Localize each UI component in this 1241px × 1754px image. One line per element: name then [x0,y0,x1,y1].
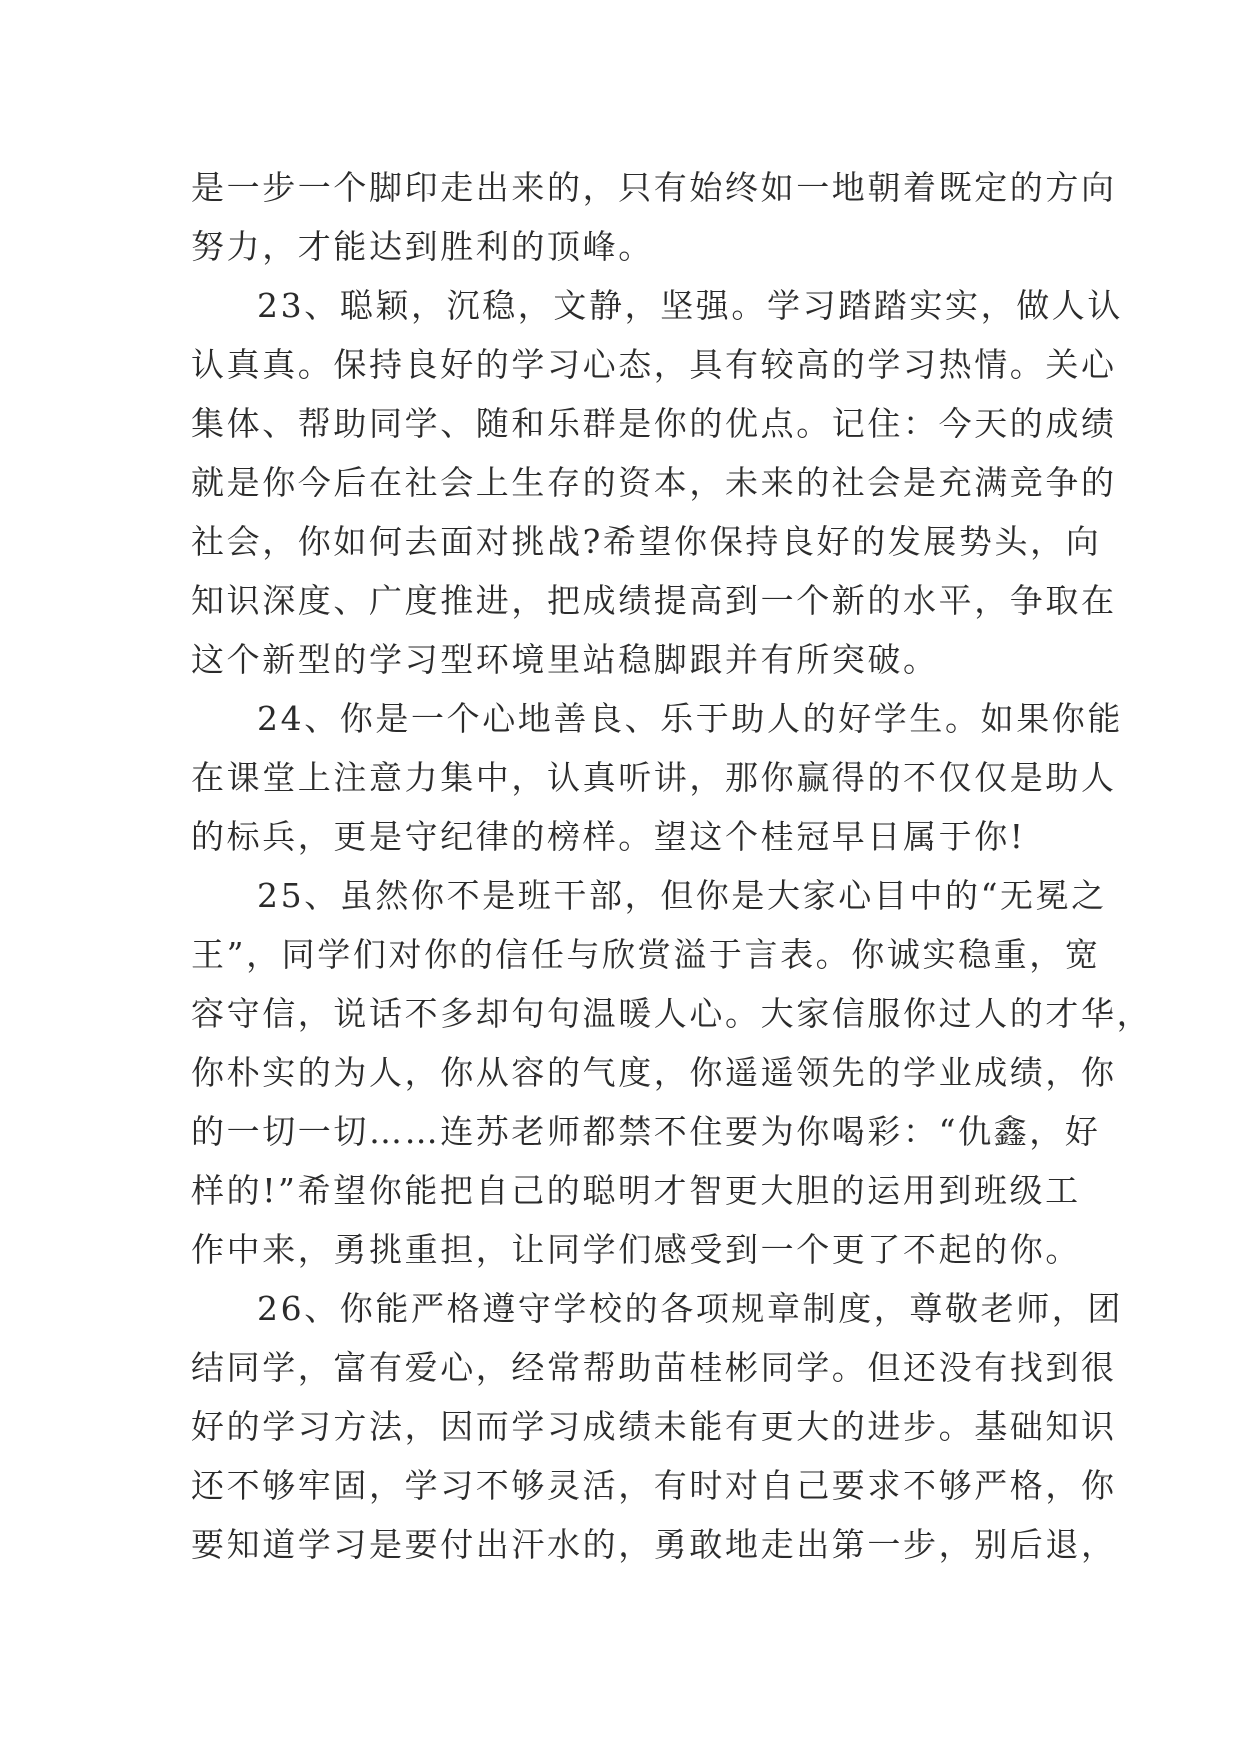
paragraph-first-line: 25、虽然你不是班干部，但你是大家心目中的“无冕之 [257,876,1107,915]
text-line: 还不够牢固，学习不够灵活，有时对自己要求不够严格，你 [191,1466,1117,1505]
text-line: 样的!”希望你能把自己的聪明才智更大胆的运用到班级工 [191,1171,1081,1210]
text-line: 集体、帮助同学、随和乐群是你的优点。记住：今天的成绩 [191,404,1117,443]
text-line: 结同学，富有爱心，经常帮助苗桂彬同学。但还没有找到很 [191,1348,1117,1387]
text-line: 容守信，说话不多却句句温暖人心。大家信服你过人的才华， [191,994,1153,1033]
text-line: 的一切一切……连苏老师都禁不住要为你喝彩：“仇鑫，好 [191,1112,1101,1151]
text-line: 好的学习方法，因而学习成绩未能有更大的进步。基础知识 [191,1407,1117,1446]
text-line: 社会，你如何去面对挑战?希望你保持良好的发展势头，向 [191,522,1102,561]
text-line: 是一步一个脚印走出来的，只有始终如一地朝着既定的方向 [191,168,1117,207]
text-line: 知识深度、广度推进，把成绩提高到一个新的水平，争取在 [191,581,1117,620]
paragraph-first-line: 23、聪颖，沉稳，文静，坚强。学习踏踏实实，做人认 [257,286,1123,325]
paragraph-first-line: 26、你能严格遵守学校的各项规章制度，尊敬老师，团 [257,1289,1123,1328]
document-body [191,158,1153,1574]
text-line: 要知道学习是要付出汗水的，勇敢地走出第一步，别后退， [191,1525,1117,1564]
text-line: 王”，同学们对你的信任与欣赏溢于言表。你诚实稳重，宽 [191,935,1101,974]
text-line: 作中来，勇挑重担，让同学们感受到一个更了不起的你。 [191,1230,1081,1269]
paragraph-first-line: 24、你是一个心地善良、乐于助人的好学生。如果你能 [257,699,1123,738]
text-line: 你朴实的为人，你从容的气度，你遥遥领先的学业成绩，你 [191,1053,1117,1092]
text-line: 就是你今后在社会上生存的资本，未来的社会是充满竞争的 [191,463,1117,502]
text-line: 的标兵，更是守纪律的榜样。望这个桂冠早日属于你! [191,817,1026,856]
text-line: 这个新型的学习型环境里站稳脚跟并有所突破。 [191,640,939,679]
text-line: 在课堂上注意力集中，认真听讲，那你赢得的不仅仅是助人 [191,758,1117,797]
text-line: 努力，才能达到胜利的顶峰。 [191,227,654,266]
text-line: 认真真。保持良好的学习心态，具有较高的学习热情。关心 [191,345,1117,384]
